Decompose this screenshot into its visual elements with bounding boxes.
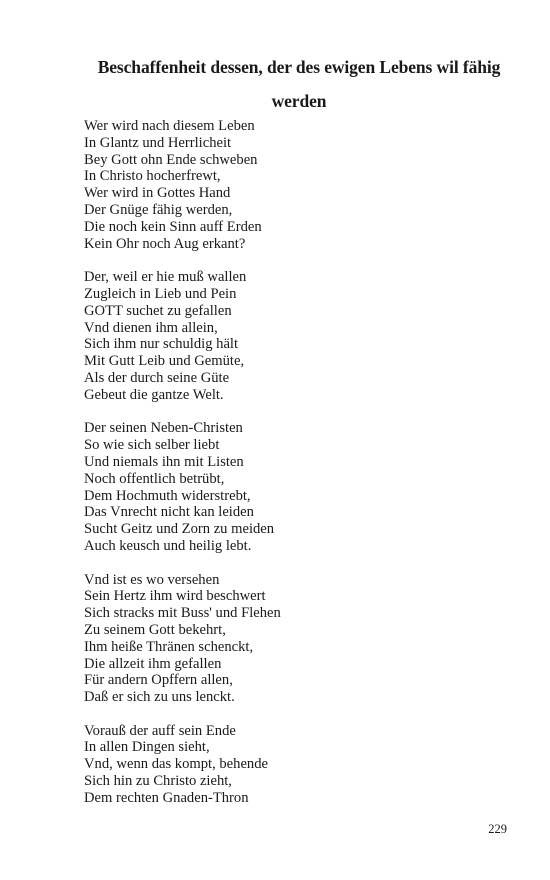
poem-line: Zugleich in Lieb und Pein (84, 285, 237, 302)
poem-line: In allen Dingen sieht, (84, 739, 210, 756)
stanza (84, 420, 504, 554)
poem-line: Kein Ohr noch Aug erkant? (84, 235, 246, 252)
poem-line: Die allzeit ihm gefallen (84, 655, 222, 672)
stanza (84, 269, 504, 403)
poem-line: Auch keusch und heilig lebt. (84, 537, 252, 554)
poem-line: Sein Hertz ihm wird beschwert (84, 588, 266, 605)
poem-line: Der, weil er hie muß wallen (84, 269, 247, 286)
poem-line: Als der durch seine Güte (84, 369, 230, 386)
poem-line: Mit Gutt Leib und Gemüte, (84, 353, 245, 370)
poem-line: Gebeut die gantze Welt. (84, 386, 224, 403)
poem-line: Zu seinem Gott bekehrt, (84, 621, 226, 638)
poem-line: Dem Hochmuth widerstrebt, (84, 487, 251, 504)
stanza (84, 118, 504, 252)
poem-line: Das Vnrecht nicht kan leiden (84, 504, 254, 521)
poem-line: In Glantz und Herrlicheit (84, 134, 232, 151)
poem-line: Sich stracks mit Buss' und Flehen (84, 605, 281, 622)
poem-line: Dem rechten Gnaden-Thron (84, 789, 249, 806)
poem-line: Bey Gott ohn Ende schweben (84, 151, 258, 168)
poem-line: Sucht Geitz und Zorn zu meiden (84, 521, 275, 538)
poem-line: In Christo hocherfrewt, (84, 168, 221, 185)
poem-line: Vorauß der auff sein Ende (84, 722, 236, 739)
poem-title-line-1: Beschaffenheit dessen, der des ewigen Lebens wil fähig (97, 57, 501, 77)
poem-line: Noch offentlich betrübt, (84, 470, 225, 487)
poem-title (84, 56, 514, 112)
poem-title-line-2: werden (271, 91, 327, 111)
poem-line: Daß er sich zu uns lenckt. (84, 689, 235, 706)
poem-line: Vnd, wenn das kompt, behende (84, 756, 269, 773)
poem-line: GOTT suchet zu gefallen (84, 302, 232, 319)
poem-line: Für andern Opffern allen, (84, 672, 233, 689)
poem-line: Vnd dienen ihm allein, (84, 319, 218, 336)
poem-line: So wie sich selber liebt (84, 437, 220, 454)
poem-line: Und niemals ihn mit Listen (84, 453, 244, 470)
poem-line: Die noch kein Sinn auff Erden (84, 218, 262, 235)
poem-line: Sich ihm nur schuldig hält (84, 336, 239, 353)
poem-line: Ihm heiße Thränen schenckt, (84, 638, 254, 655)
page-number: 229 (488, 822, 507, 836)
poem-line: Sich hin zu Christo zieht, (84, 773, 232, 790)
poem-line: Wer wird in Gottes Hand (84, 185, 231, 202)
poem-line: Vnd ist es wo versehen (84, 571, 220, 588)
poem-body (84, 118, 504, 823)
poem-line: Der seinen Neben-Christen (84, 420, 243, 437)
poem-line: Der Gnüge fähig werden, (84, 201, 233, 218)
stanza (84, 723, 504, 807)
stanza (84, 572, 504, 706)
poem-line: Wer wird nach diesem Leben (84, 118, 255, 134)
